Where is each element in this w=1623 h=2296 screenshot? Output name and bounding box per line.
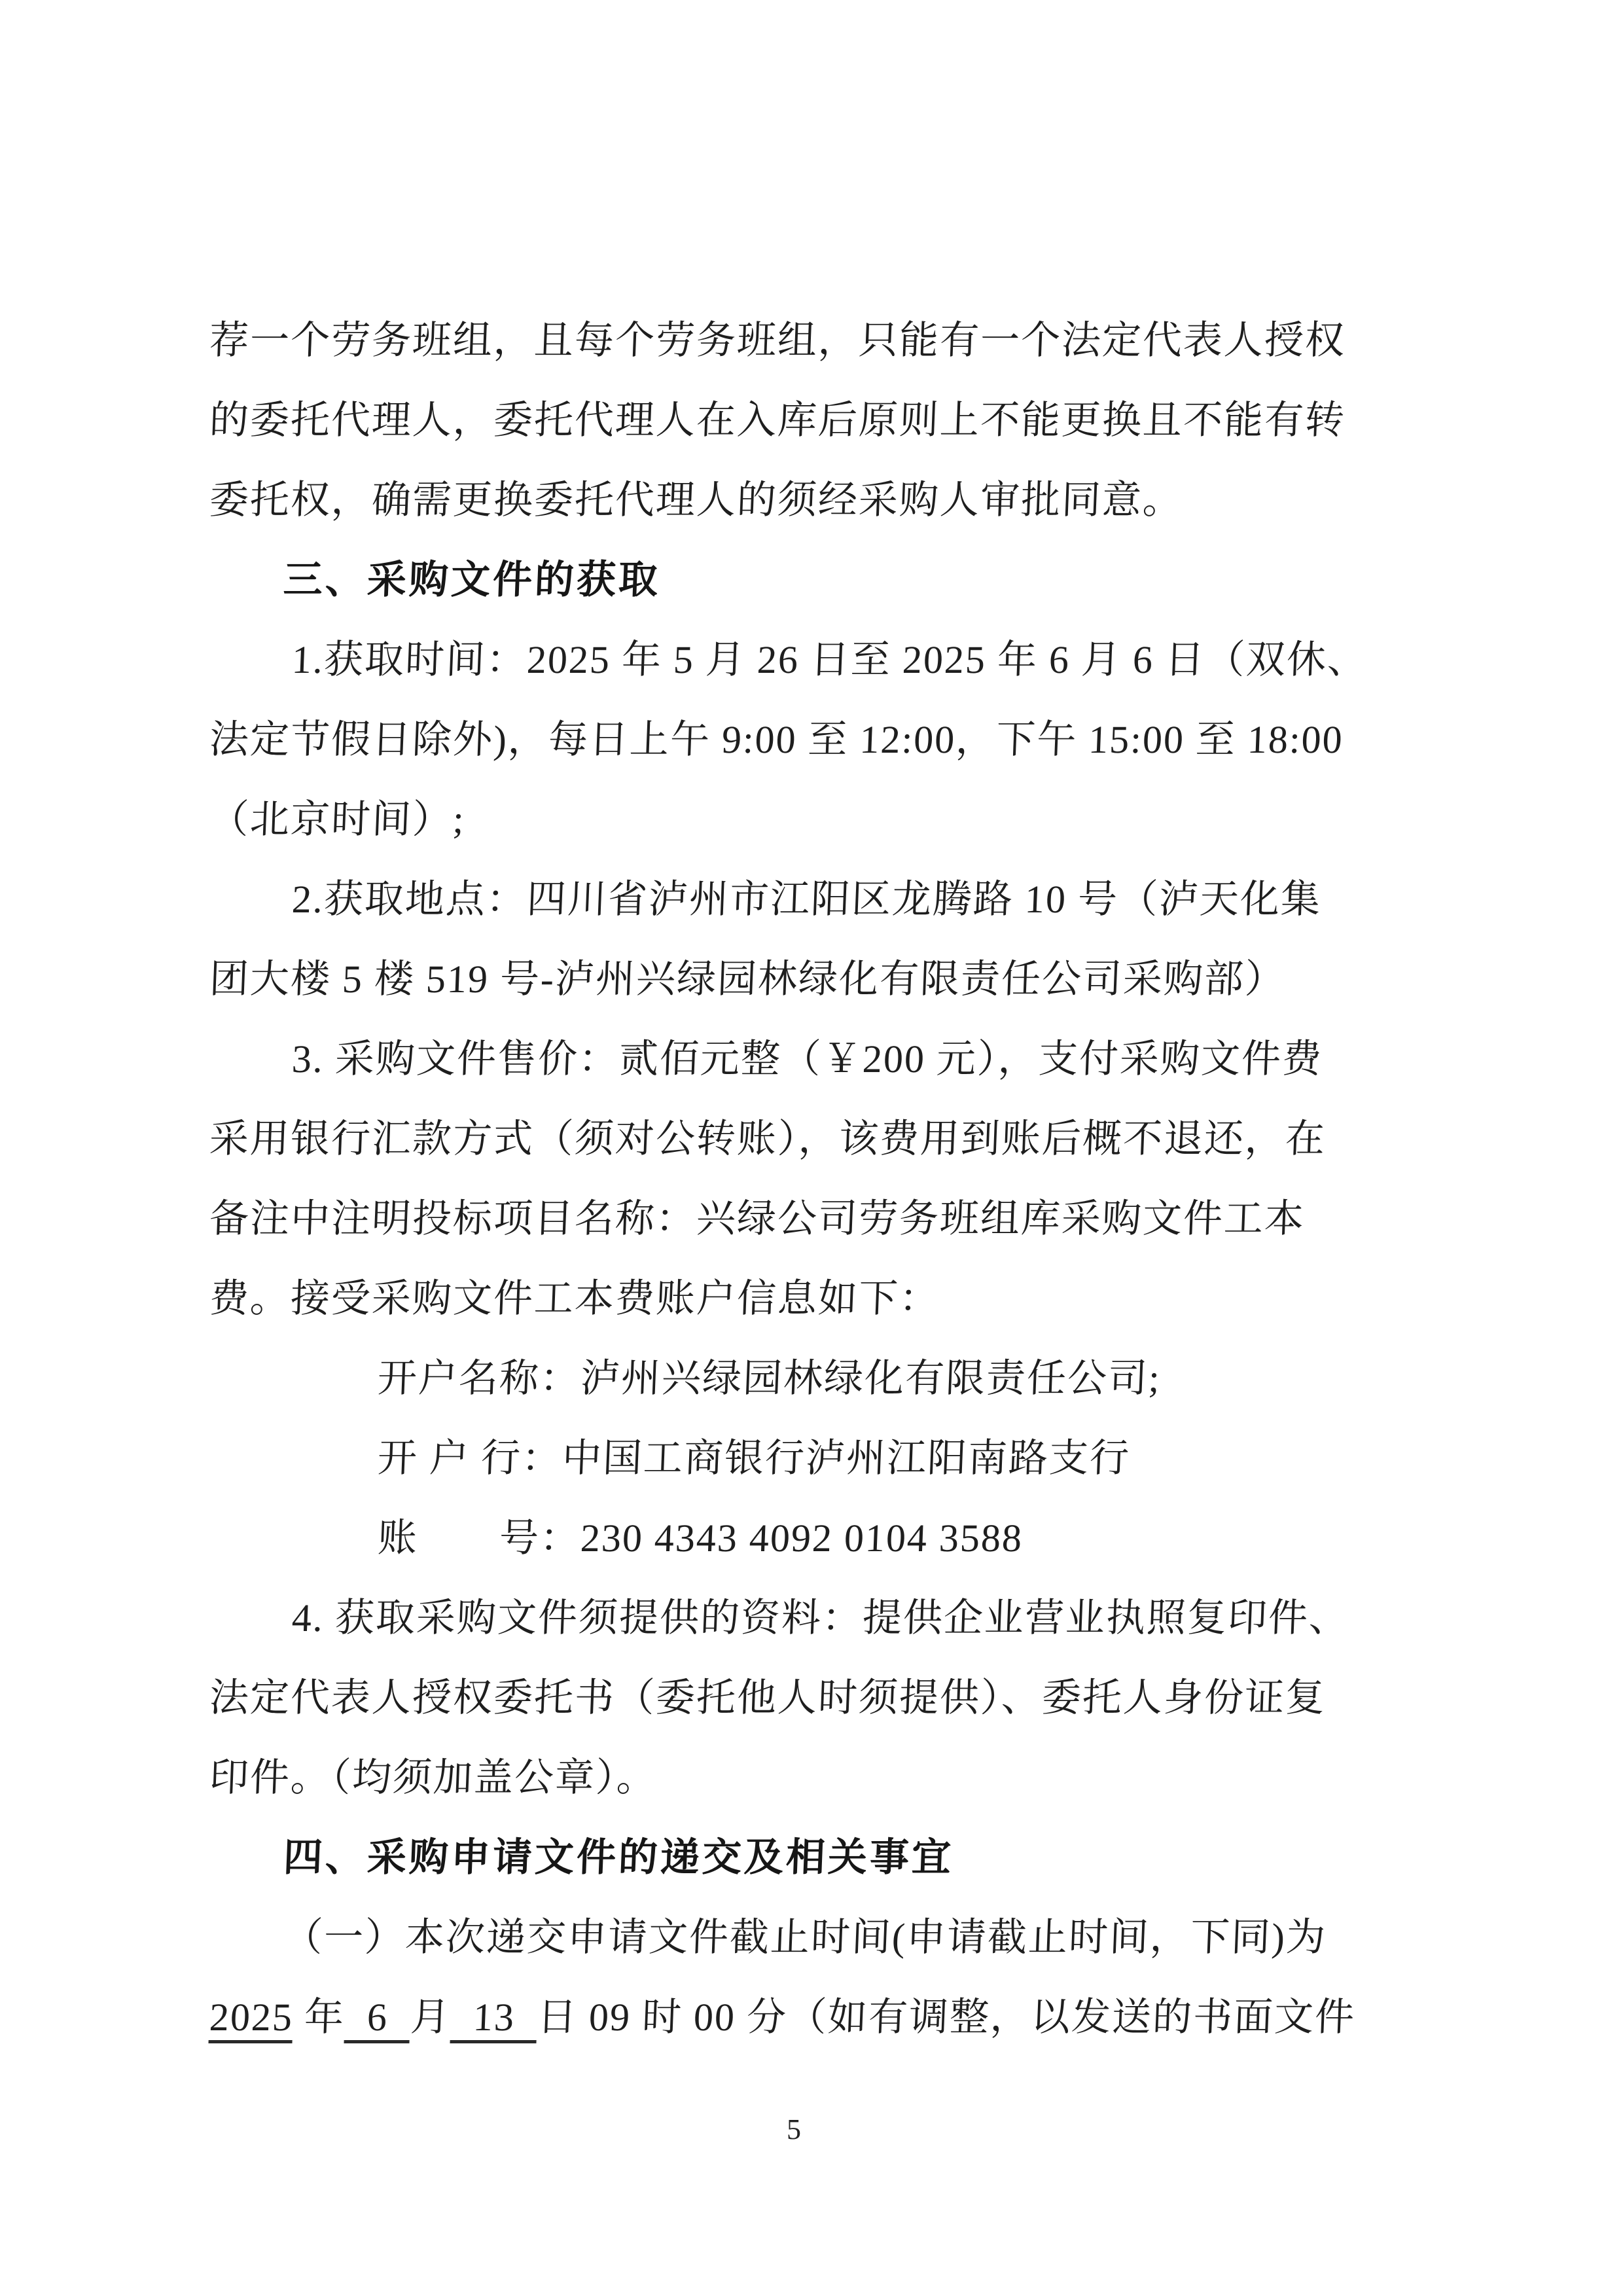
- account-number-line: 账 号：230 4343 4092 0104 3588: [376, 1516, 1024, 1560]
- section-heading-3: 三、采购文件的获取: [282, 558, 662, 601]
- account-name-line: 开户名称：泸州兴绿园林绿化有限责任公司;: [376, 1357, 1162, 1400]
- deadline-month-label: 月: [409, 1996, 452, 2039]
- paragraph-line: 费。接受采购文件工本费账户信息如下：: [208, 1277, 941, 1320]
- paragraph-line-acquisition-place: 2.获取地点：四川省泸州市江阳区龙腾路 10 号（泸天化集: [291, 878, 1323, 921]
- deadline-time-text: 日 09 时 00 分（如有调整，以发送的书面文件: [536, 1996, 1357, 2039]
- paragraph-line: 团大楼 5 楼 519 号-泸州兴绿园林绿化有限责任公司采购部）: [208, 958, 1287, 1001]
- deadline-year-value: 2025: [208, 1996, 294, 2039]
- paragraph-line: 委托权，确需更换委托代理人的须经采购人审批同意。: [208, 478, 1185, 522]
- paragraph-line: 荐一个劳务班组，且每个劳务班组，只能有一个法定代表人授权: [208, 319, 1347, 362]
- account-bank-line: 开 户 行：中国工商银行泸州江阳南路支行: [376, 1437, 1132, 1480]
- paragraph-line-required-materials: 4. 获取采购文件须提供的资料：提供企业营业执照复印件、: [291, 1596, 1351, 1640]
- paragraph-line: 法定节假日除外)，每日上午 9:00 至 12:00，下午 15:00 至 18:00: [208, 718, 1344, 761]
- paragraph-line-document-price: 3. 采购文件售价：贰佰元整（￥200 元），支付采购文件费: [291, 1037, 1324, 1081]
- paragraph-line: 采用银行汇款方式（须对公转账），该费用到账后概不退还，在: [208, 1117, 1327, 1160]
- paragraph-line: 备注中注明投标项目名称：兴绿公司劳务班组库采购文件工本: [208, 1197, 1306, 1240]
- paragraph-line: 的委托代理人，委托代理人在入库后原则上不能更换且不能有转: [208, 399, 1347, 442]
- deadline-year-label: 年: [292, 1996, 346, 2039]
- paragraph-line-deadline-intro: （一）本次递交申请文件截止时间(申请截止时间，下同)为: [282, 1916, 1328, 1959]
- paragraph-line: 法定代表人授权委托书（委托他人时须提供）、委托人身份证复: [208, 1676, 1327, 1719]
- section-heading-4: 四、采购申请文件的递交及相关事宜: [282, 1835, 955, 1879]
- deadline-date-line: [208, 1977, 1421, 2057]
- page-text-block: [209, 300, 1419, 2057]
- paragraph-line-acquisition-time: 1.获取时间：2025 年 5 月 26 日至 2025 年 6 月 6 日（双休、: [291, 638, 1369, 681]
- deadline-day-value: 13: [450, 1996, 539, 2039]
- deadline-month-value: 6: [344, 1996, 412, 2039]
- page-number: 5: [787, 2113, 801, 2145]
- paragraph-line: 印件。（均须加盖公章）。: [208, 1756, 658, 1799]
- paragraph-line: （北京时间）;: [208, 798, 466, 841]
